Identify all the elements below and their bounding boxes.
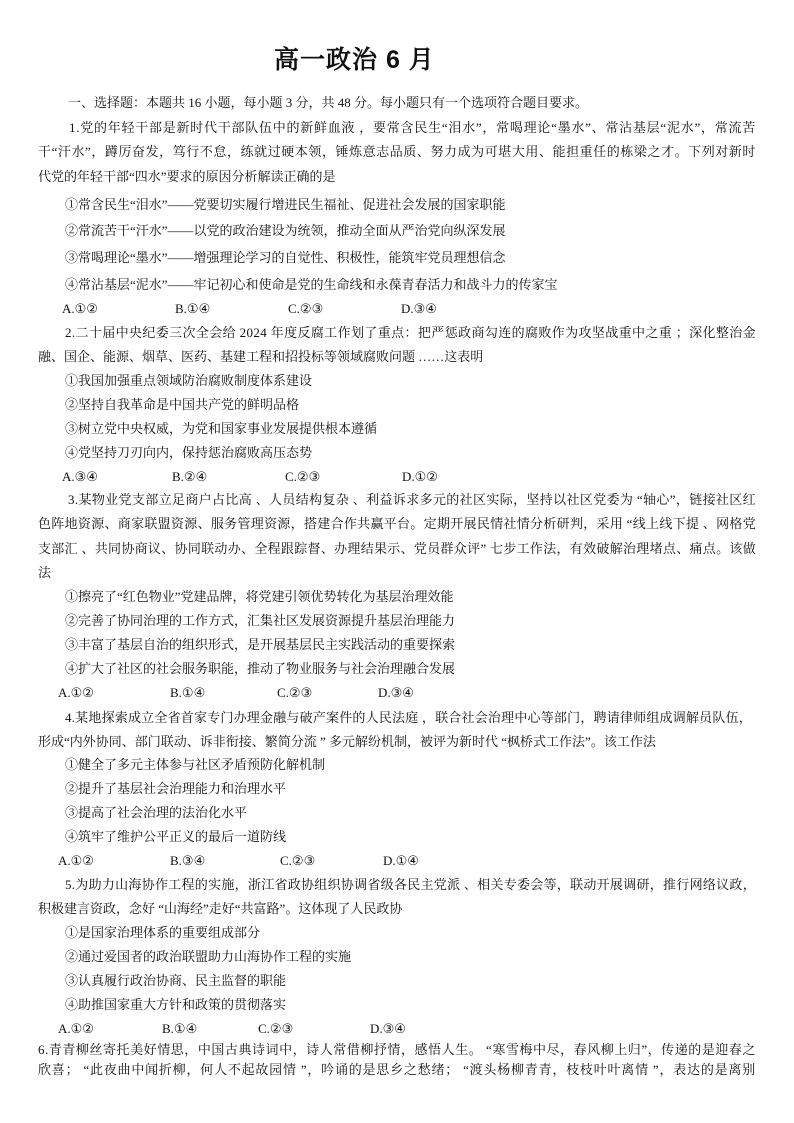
question-5-stem-line: 积极建言资政，念好 “山海经”走好“共富路”。这体现了人民政协 [38, 901, 403, 916]
question-5-statement: ②通过爱国者的政治联盟助力山海协作工程的实施 [65, 949, 352, 964]
question-3-option-a: A.①② [58, 685, 94, 700]
question-6-stem-line: 6.青青柳丝寄托美好情思，中国古典诗词中，诗人常借柳抒情，感悟人生。 “寒雪梅中尽，春风柳上归”，传递的是迎春之 [38, 1042, 756, 1057]
question-1-statement: ③常喝理论“墨水”——增强理论学习的自觉性、积极性，能筑牢党员理想信念 [65, 250, 506, 265]
question-1-stem-line: 干“汗水”，蹲厉奋发，笃行不怠，练就过硬本领，锤炼意志品质、努力成为可堪大用、能担重任的栋梁之才。下列对新时 [38, 144, 756, 159]
question-3-option-b: B.①④ [170, 685, 206, 700]
question-4-statement: ①健全了多元主体参与社区矛盾预防化解机制 [65, 757, 326, 772]
question-6-stem-line: 欣喜； “此夜曲中闻折柳，何人不起故园情 ”，吟诵的是思乡之愁绪； “渡头杨柳青青，枝枝叶叶离情 ”，表达的是离别 [38, 1062, 756, 1077]
question-4-statement: ④筑牢了维护公平正义的最后一道防线 [65, 829, 287, 844]
question-2-option-d: D.①② [402, 469, 438, 484]
question-3-option-d: D.③④ [378, 685, 414, 700]
question-5-option-d: D.③④ [370, 1021, 406, 1036]
question-5-stem-line: 5.为助力山海协作工程的实施，浙江省政协组织协调省级各民主党派 、相关专委会等，联动开展调研，推行网络议政， [65, 877, 756, 892]
question-1-option-a: A.①② [62, 301, 98, 316]
question-1-option-c: C.②③ [288, 301, 324, 316]
question-3-statement: ②完善了协同治理的工作方式，汇集社区发展资源提升基层治理能力 [65, 613, 456, 628]
question-3-statement: ④扩大了社区的社会服务职能，推动了物业服务与社会治理融合发展 [65, 661, 456, 676]
question-3-stem-line: 3.某物业党支部立足商户占比高 、人员结构复杂 、利益诉求多元的社区实际，坚持以社区党委为 “轴心”，链接社区红 [68, 492, 756, 507]
question-5-statement: ①是国家治理体系的重要组成部分 [65, 925, 261, 940]
question-2-statement: ②坚持自我革命是中国共产党的鲜明品格 [65, 397, 300, 412]
question-1-stem-line: 代党的年轻干部“四水”要求的原因分析解读正确的是 [38, 169, 336, 184]
question-1-statement: ②常流苦干“汗水”——以党的政治建设为统领，推动全面从严治党向纵深发展 [65, 223, 506, 238]
question-5-statement: ④助推国家重大方针和政策的贯彻落实 [65, 997, 287, 1012]
page-title: 高一政治 6 月 [274, 46, 435, 74]
question-3-statement: ③丰富了基层自治的组织形式，是开展基层民主实践活动的重要探索 [65, 637, 456, 652]
question-2-stem-line: 2.二十届中央纪委三次全会给 2024 年度反腐工作划了重点：把严惩政商勾连的腐败作为攻坚战重中之重 ；深化整治金 [65, 325, 756, 340]
question-2-stem-line: 融、国企、能源、烟草、医药、基建工程和招投标等领域腐败问题 ……这表明 [38, 349, 484, 364]
question-4-option-d: D.①④ [383, 853, 419, 868]
question-5-option-c: C.②③ [258, 1021, 294, 1036]
question-2-statement: ③树立党中央权威，为党和国家事业发展提供根本遵循 [65, 421, 378, 436]
question-1-statement: ④常沾基层“泥水”——牢记初心和使命是党的生命线和永葆青春活力和战斗力的传家宝 [65, 277, 558, 292]
question-4-option-b: B.③④ [170, 853, 206, 868]
question-3-stem-line: 法 [38, 565, 52, 580]
question-4-option-a: A.①② [58, 853, 94, 868]
question-2-option-a: A.③④ [62, 469, 98, 484]
question-2-statement: ①我国加强重点领域防治腐败制度体系建设 [65, 373, 313, 388]
question-3-stem-line: 色阵地资源、商家联盟资源、服务管理资源，搭建合作共赢平台。定期开展民情社情分析研判，采用 “线上线下提 、网格党 [38, 516, 756, 531]
question-5-statement: ③认真履行政治协商、民主监督的职能 [65, 973, 287, 988]
question-1-option-d: D.③④ [401, 301, 437, 316]
question-1-statement: ①常含民生“泪水”——党要切实履行增进民生福祉、促进社会发展的国家职能 [65, 197, 506, 212]
section-header: 一、选择题：本题共 16 小题，每小题 3 分，共 48 分。每小题只有一个选项符合题目要求。 [68, 95, 589, 110]
question-3-stem-line: 支部汇 、共同协商议、协同联动办、全程跟踪督、办理结果示、党员群众评” 七步工作法，有效破解治理堵点、痛点。该做 [38, 541, 756, 556]
question-3-statement: ①擦亮了“红色物业”党建品牌，将党建引领优势转化为基层治理效能 [65, 589, 454, 604]
question-3-option-c: C.②③ [277, 685, 313, 700]
question-1-option-b: B.①④ [175, 301, 211, 316]
question-2-statement: ④党坚持刀刃向内，保持惩治腐败高压态势 [65, 445, 313, 460]
question-5-option-a: A.①② [58, 1021, 94, 1036]
question-4-stem-line: 4.某地探索成立全省首家专门办理金融与破产案件的人民法庭 ，联合社会治理中心等部门，聘请律师组成调解员队伍， [65, 710, 752, 725]
question-4-option-c: C.②③ [280, 853, 316, 868]
question-4-statement: ②提升了基层社会治理能力和治理水平 [65, 781, 287, 796]
question-1-stem-line: 1.党的年轻干部是新时代干部队伍中的新鲜血液 ，要常含民生“泪水”，常喝理论“墨水”、常沾基层“泥水”，常流苦 [69, 120, 756, 135]
question-5-option-b: B.①④ [162, 1021, 198, 1036]
question-2-option-c: C.②③ [285, 469, 321, 484]
question-2-option-b: B.②④ [172, 469, 208, 484]
question-4-statement: ③提高了社会治理的法治化水平 [65, 805, 248, 820]
question-4-stem-line: 形成“内外协同、部门联动、诉非衔接、繁简分流 ” 多元解纷机制，被评为新时代 “枫桥式工作法”。该工作法 [38, 734, 656, 749]
